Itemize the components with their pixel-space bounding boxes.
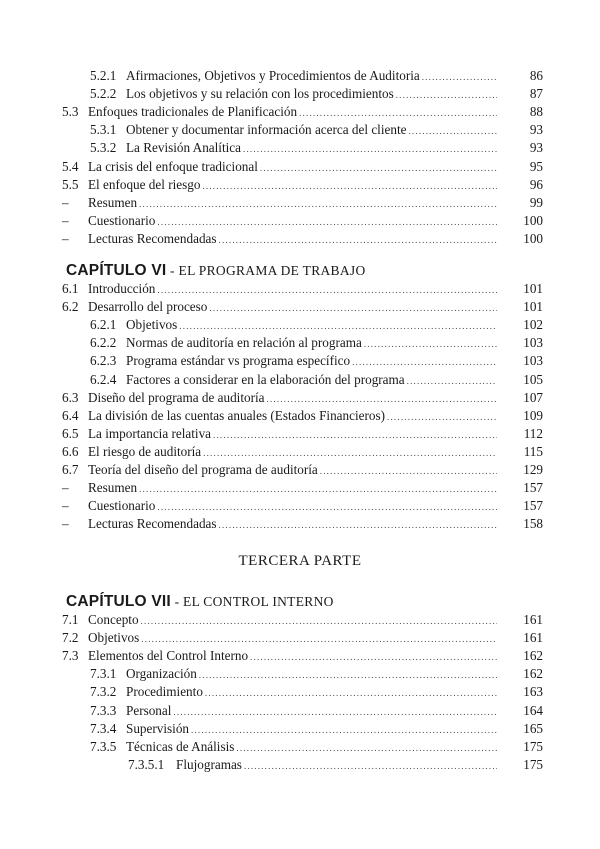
toc-entry[interactable] bbox=[0, 443, 600, 461]
dot-leader bbox=[202, 177, 497, 195]
entry-title: Concepto bbox=[88, 612, 139, 627]
entry-page-number: 175 bbox=[523, 738, 543, 754]
entry-title: Elementos del Control Interno bbox=[88, 648, 249, 664]
entry-title: Objetivos bbox=[126, 317, 178, 333]
entry-number: 6.5 bbox=[62, 425, 79, 441]
dot-leader bbox=[199, 666, 497, 684]
entry-title: Resumen bbox=[88, 194, 138, 210]
toc-entry[interactable] bbox=[0, 176, 600, 194]
chapter-title: - EL CONTROL INTERNO bbox=[170, 594, 334, 609]
toc-entry[interactable] bbox=[0, 738, 600, 756]
entry-page-number: 95 bbox=[529, 158, 543, 174]
entry-title: Cuestionario bbox=[88, 212, 156, 228]
dot-leader bbox=[157, 281, 497, 299]
entry-title: Introducción bbox=[88, 281, 156, 296]
entry-title: Procedimiento bbox=[126, 684, 203, 700]
entry-title: El riesgo de auditoría bbox=[88, 443, 202, 459]
entry-page-number: 129 bbox=[523, 462, 543, 477]
entry-page-number: 101 bbox=[523, 281, 543, 296]
toc-entry[interactable] bbox=[0, 194, 600, 212]
entry-number: 6.2.1 bbox=[90, 317, 117, 333]
toc-entry[interactable] bbox=[0, 85, 600, 103]
entry-page-number: 164 bbox=[523, 702, 543, 718]
entry-page-number: 105 bbox=[523, 371, 543, 387]
toc-entry[interactable] bbox=[0, 230, 600, 248]
entry-page-number: 88 bbox=[529, 104, 543, 120]
dot-leader bbox=[213, 426, 497, 444]
entry-page-number: 101 bbox=[523, 299, 543, 315]
dot-leader bbox=[139, 195, 497, 213]
entry-number: 6.2.3 bbox=[90, 353, 117, 369]
toc-entry[interactable] bbox=[0, 67, 600, 85]
entry-page-number: 102 bbox=[523, 317, 543, 333]
dot-leader bbox=[141, 630, 497, 648]
entry-number: 6.2.4 bbox=[90, 371, 117, 387]
dot-leader bbox=[250, 648, 497, 666]
toc-entry[interactable] bbox=[0, 611, 600, 629]
entry-page-number: 157 bbox=[523, 498, 543, 514]
toc-entry[interactable] bbox=[0, 334, 600, 352]
entry-number: 5.4 bbox=[62, 158, 79, 174]
entry-page-number: 158 bbox=[523, 516, 543, 532]
entry-title: Técnicas de Análisis bbox=[126, 738, 235, 754]
dot-leader bbox=[243, 140, 497, 158]
dot-leader bbox=[219, 516, 497, 534]
chapter-heading bbox=[66, 262, 366, 280]
entry-page-number: 112 bbox=[523, 425, 543, 441]
entry-page-number: 100 bbox=[523, 212, 543, 228]
entry-page-number: 157 bbox=[523, 480, 543, 496]
dot-leader bbox=[157, 498, 497, 516]
entry-title: Desarrollo del proceso bbox=[88, 299, 208, 315]
dot-leader bbox=[191, 721, 497, 739]
entry-page-number: 107 bbox=[523, 389, 543, 405]
chapter-title: - EL PROGRAMA DE TRABAJO bbox=[166, 263, 366, 278]
entry-page-number: 96 bbox=[529, 176, 543, 192]
entry-title: Obtener y documentar información acerca del cliente bbox=[126, 122, 407, 138]
dot-leader bbox=[244, 757, 497, 775]
entry-number: 7.3.4 bbox=[90, 720, 117, 736]
dot-leader bbox=[173, 703, 497, 721]
dot-leader bbox=[422, 68, 497, 86]
dot-leader bbox=[157, 213, 497, 231]
entry-page-number: 162 bbox=[523, 648, 543, 664]
toc-entry[interactable] bbox=[0, 298, 600, 316]
toc-entry[interactable] bbox=[0, 479, 600, 497]
entry-number: 5.2.2 bbox=[90, 86, 117, 102]
entry-number: 7.3.3 bbox=[90, 702, 117, 718]
entry-title: Afirmaciones, Objetivos y Procedimientos de Auditoria bbox=[126, 68, 420, 83]
entry-number: – bbox=[62, 498, 69, 514]
chapter-number: CAPÍTULO VII bbox=[66, 593, 171, 610]
entry-title: La Revisión Analítica bbox=[126, 140, 241, 156]
toc-entry[interactable] bbox=[0, 316, 600, 334]
entry-page-number: 161 bbox=[523, 630, 543, 646]
toc-entry[interactable] bbox=[0, 702, 600, 720]
entry-number: – bbox=[62, 194, 69, 210]
dot-leader bbox=[139, 480, 497, 498]
entry-title: Los objetivos y su relación con los procedimientos bbox=[126, 86, 394, 102]
entry-number: 5.3.1 bbox=[90, 122, 117, 138]
entry-title: Diseño del programa de auditoría bbox=[88, 389, 265, 405]
toc-entry[interactable] bbox=[0, 683, 600, 701]
toc-entry[interactable] bbox=[0, 352, 600, 370]
entry-page-number: 161 bbox=[523, 612, 543, 627]
part-heading: TERCERA PARTE bbox=[238, 553, 362, 569]
entry-number: 6.3 bbox=[62, 389, 79, 405]
toc-entry[interactable] bbox=[0, 371, 600, 389]
toc-entry[interactable] bbox=[0, 665, 600, 683]
entry-title: Teoría del diseño del programa de auditoría bbox=[88, 462, 318, 477]
entry-number: 6.4 bbox=[62, 407, 79, 423]
entry-page-number: 93 bbox=[529, 140, 543, 156]
chapter-heading bbox=[66, 593, 334, 611]
dot-leader bbox=[407, 372, 497, 390]
entry-title: Normas de auditoría en relación al programa bbox=[126, 335, 362, 351]
entry-title: Flujogramas bbox=[176, 756, 242, 772]
entry-page-number: 109 bbox=[523, 407, 543, 423]
chapter-number: CAPÍTULO VI bbox=[66, 262, 167, 279]
entry-title: Resumen bbox=[88, 480, 138, 496]
dot-leader bbox=[320, 462, 497, 480]
entry-number: – bbox=[62, 516, 69, 532]
entry-number: 5.5 bbox=[62, 176, 79, 192]
entry-title: El enfoque del riesgo bbox=[88, 176, 201, 192]
dot-leader bbox=[396, 86, 497, 104]
toc-entry[interactable] bbox=[0, 461, 600, 479]
entry-page-number: 175 bbox=[523, 756, 543, 772]
entry-title: La crisis del enfoque tradicional bbox=[88, 158, 258, 174]
toc-entry[interactable] bbox=[0, 407, 600, 425]
entry-title: Lecturas Recomendadas bbox=[88, 230, 217, 246]
entry-page-number: 163 bbox=[523, 684, 543, 700]
entry-page-number: 86 bbox=[529, 68, 543, 83]
entry-number: – bbox=[62, 212, 69, 228]
toc-entry[interactable] bbox=[0, 389, 600, 407]
toc-entry[interactable] bbox=[0, 515, 600, 533]
entry-number: 7.1 bbox=[62, 612, 79, 627]
dot-leader bbox=[179, 317, 497, 335]
dot-leader bbox=[299, 104, 497, 122]
dot-leader bbox=[260, 159, 497, 177]
entry-number: 7.3.1 bbox=[90, 666, 117, 682]
entry-number: 7.3.5.1 bbox=[128, 756, 165, 772]
dot-leader bbox=[408, 122, 497, 140]
toc-entry[interactable] bbox=[0, 280, 600, 298]
entry-page-number: 100 bbox=[523, 230, 543, 246]
entry-title: Enfoques tradicionales de Planificación bbox=[88, 104, 298, 120]
dot-leader bbox=[387, 408, 497, 426]
toc-entry[interactable] bbox=[0, 212, 600, 230]
entry-number: – bbox=[62, 230, 69, 246]
entry-number: 5.2.1 bbox=[90, 68, 117, 83]
entry-title: Lecturas Recomendadas bbox=[88, 516, 217, 532]
entry-page-number: 93 bbox=[529, 122, 543, 138]
toc-entry[interactable] bbox=[0, 720, 600, 738]
toc-entry[interactable] bbox=[0, 139, 600, 157]
dot-leader bbox=[352, 353, 497, 371]
entry-title: La división de las cuentas anuales (Estados Financieros) bbox=[88, 407, 386, 423]
entry-title: La importancia relativa bbox=[88, 425, 212, 441]
toc-entry[interactable] bbox=[0, 158, 600, 176]
entry-number: 6.1 bbox=[62, 281, 79, 296]
entry-number: – bbox=[62, 480, 69, 496]
toc-entry[interactable] bbox=[0, 647, 600, 665]
entry-number: 7.2 bbox=[62, 630, 79, 646]
entry-title: Objetivos bbox=[88, 630, 140, 646]
entry-page-number: 103 bbox=[523, 353, 543, 369]
entry-number: 7.3 bbox=[62, 648, 79, 664]
dot-leader bbox=[209, 299, 497, 317]
entry-page-number: 87 bbox=[529, 86, 543, 102]
entry-page-number: 99 bbox=[529, 194, 543, 210]
entry-number: 7.3.5 bbox=[90, 738, 117, 754]
entry-number: 6.2.2 bbox=[90, 335, 117, 351]
entry-title: Cuestionario bbox=[88, 498, 156, 514]
dot-leader bbox=[205, 684, 497, 702]
entry-page-number: 103 bbox=[523, 335, 543, 351]
entry-title: Programa estándar vs programa específico bbox=[126, 353, 351, 369]
toc-entry[interactable] bbox=[0, 121, 600, 139]
toc-entry[interactable] bbox=[0, 103, 600, 121]
entry-title: Personal bbox=[126, 702, 172, 718]
toc-entry[interactable] bbox=[0, 497, 600, 515]
dot-leader bbox=[141, 612, 497, 630]
entry-number: 5.3.2 bbox=[90, 140, 117, 156]
entry-page-number: 165 bbox=[523, 720, 543, 736]
dot-leader bbox=[364, 335, 497, 353]
dot-leader bbox=[267, 390, 497, 408]
entry-number: 7.3.2 bbox=[90, 684, 117, 700]
entry-number: 5.3 bbox=[62, 104, 79, 120]
dot-leader bbox=[236, 739, 497, 757]
entry-number: 6.2 bbox=[62, 299, 79, 315]
entry-title: Factores a considerar en la elaboración del programa bbox=[126, 371, 405, 387]
dot-leader bbox=[219, 231, 497, 249]
entry-number: 6.6 bbox=[62, 443, 79, 459]
entry-title: Supervisión bbox=[126, 720, 190, 736]
toc-entry[interactable] bbox=[0, 756, 600, 774]
toc-entry[interactable] bbox=[0, 629, 600, 647]
entry-title: Organización bbox=[126, 666, 197, 682]
entry-number: 6.7 bbox=[62, 462, 79, 477]
dot-leader bbox=[203, 444, 497, 462]
entry-page-number: 162 bbox=[523, 666, 543, 682]
entry-page-number: 115 bbox=[523, 443, 543, 459]
toc-entry[interactable] bbox=[0, 425, 600, 443]
